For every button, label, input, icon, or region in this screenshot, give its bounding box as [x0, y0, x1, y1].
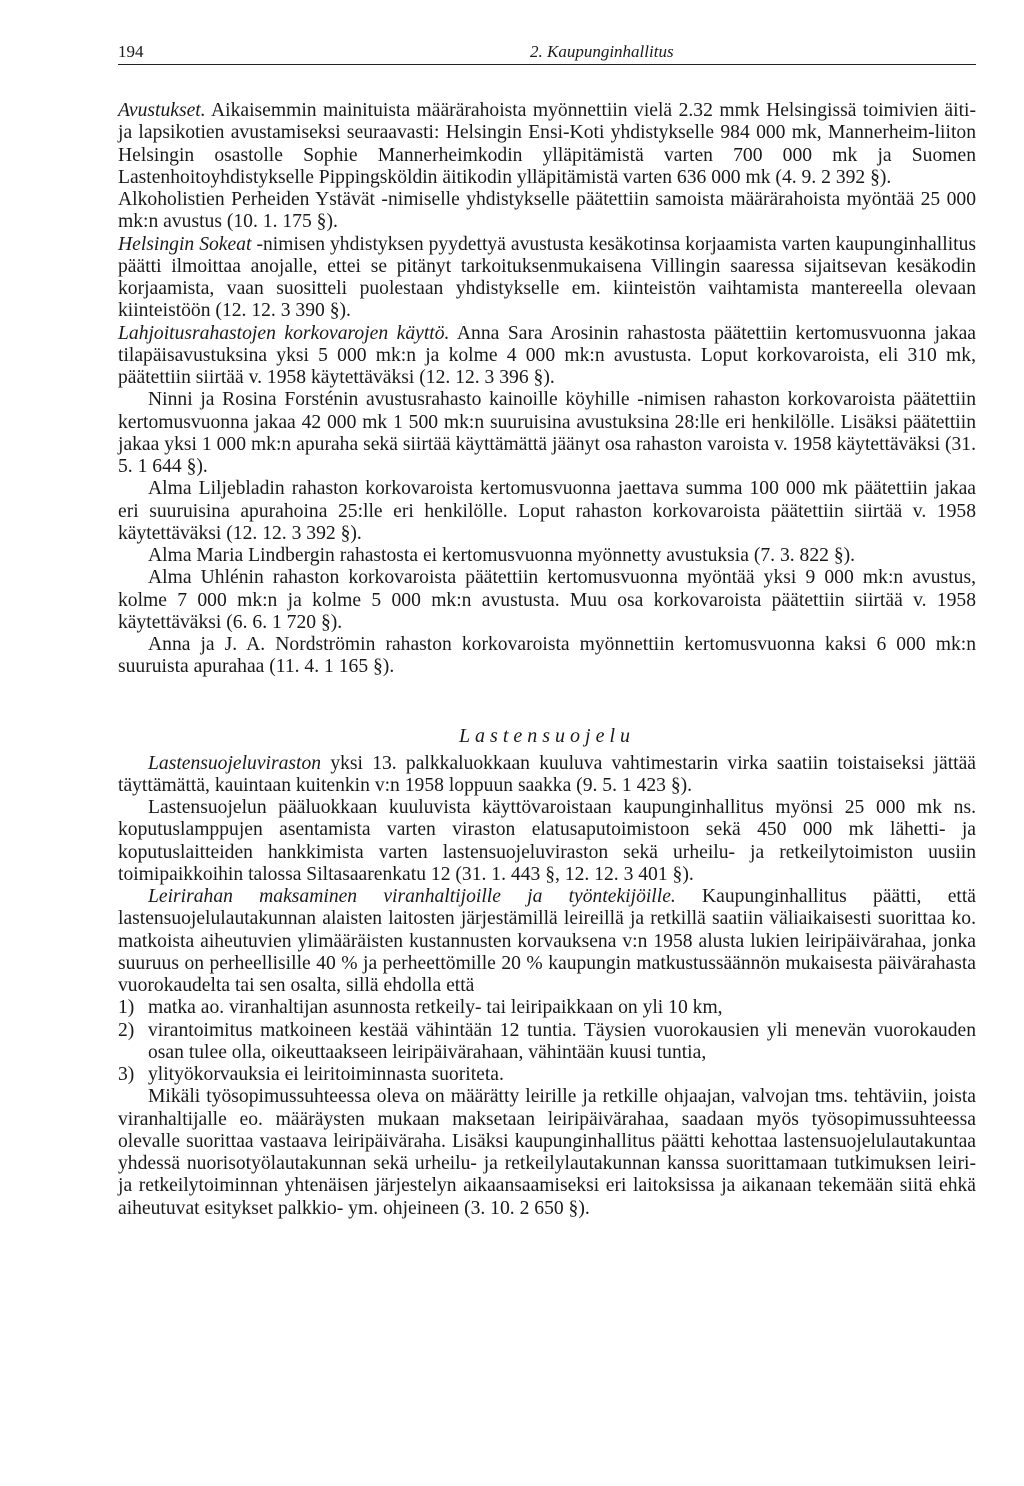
paragraph-nordstromin: Anna ja J. A. Nordströmin rahaston korkovaroista myönnettiin kertomusvuonna kaksi 6 000 mk:n suuruista apurahaa (11. 4. 1 165 §).	[118, 634, 976, 678]
paragraph-text: Kaupunginhallitus päätti, että lastensuojelulautakunnan alaisten laitosten järjestämillä leireillä ja retkillä saatiin väliaikaisesti suorittaa ko. matkoista aiheutuvien ylimääräisten kustannusten korvauksena v:n 1958 alusta lukien leiripäivärahaa, jonka suuruus on perheellisille 40 % ja perheettömille 20 % kaupungin matkustussäännön mukaisesta päivärahasta vuorokaudelta tai sen osalta, sillä ehdolla että	[118, 886, 976, 996]
list-text: ylityökorvauksia ei leiritoiminnasta suoriteta.	[148, 1064, 504, 1085]
paragraph-text: Aikaisemmin mainituista määrärahoista myönnettiin vielä 2.32 mmk Helsingissä toimivien äiti- ja lapsikotien avustamiseksi seuraavasti: Helsingin Ensi-Koti yhdistykselle 984 000 mk, Mannerheim-liiton Helsingin osastolle Sophie Mannerheimkodin ylläpitämistä varten 700 000 mk ja Suomen Lastenhoitoyhdistykselle Pippingsköldin äitikodin ylläpitämistä varten 636 000 mk (4. 9. 2 392 §).	[118, 100, 976, 188]
list-number: 2)	[118, 1019, 135, 1041]
paragraph-helsingin-sokeat	[118, 234, 976, 323]
running-header	[118, 40, 976, 65]
paragraph-liljebladin: Alma Liljebladin rahaston korkovaroista kertomusvuonna jaettava summa 100 000 mk päätettiin jakaa eri suuruisina apurahoina 25:lle eri henkilölle. Loput rahaston korkovaroista päätettiin siirtää v. 1958 käytettäväksi (12. 12. 3 392 §).	[118, 478, 976, 544]
list-item	[118, 997, 976, 1019]
page-number: 194	[118, 42, 144, 61]
section-heading-lastensuojelu: Lastensuojelu	[458, 724, 636, 747]
list-text: matka ao. viranhaltijan asunnosta retkeily- tai leiripaikkaan on yli 10 km,	[148, 997, 723, 1019]
paragraph-title: Leirirahan maksaminen viranhaltijoille ja työntekijöille.	[148, 886, 676, 907]
paragraph-title: Avustukset.	[118, 100, 206, 121]
paragraph-lastensuojeluviraston	[118, 753, 976, 798]
paragraph-text: yksi 13. palkkaluokkaan kuuluva vahtimestarin virka saatiin toistaiseksi jättää täyttämättä, kauintaan kuitenkin v:n 1958 loppuun saakka (9. 5. 1 423 §).	[118, 752, 976, 796]
paragraph-lindbergin: Alma Maria Lindbergin rahastosta ei kertomusvuonna myönnetty avustuksia (7. 3. 822 §).	[148, 545, 856, 566]
list-number: 1)	[118, 997, 135, 1019]
running-title: 2. Kaupunginhallitus	[530, 42, 674, 61]
paragraph-uhlenin: Alma Uhlénin rahaston korkovaroista päätettiin kertomusvuonna myöntää yksi 9 000 mk:n avustus, kolme 7 000 mk:n ja kolme 5 000 mk:n avustusta. Muu osa korkovaroista päätettiin siirtää v. 1958 käytettäväksi (6. 6. 1 720 §).	[118, 567, 976, 633]
paragraph-lahjoitusrahastojen	[118, 323, 976, 390]
paragraph-text: Anna Sara Arosinin rahastosta päätettiin kertomusvuonna jakaa tilapäisavustuksina yksi 5 000 mk:n ja kolme 4 000 mk:n avustusta. Loput korkovaroista, eli 310 mk, päätettiin siirtää v. 1958 käytettäväksi (12. 12. 3 396 §).	[118, 322, 976, 388]
paragraph-leirirahan	[118, 886, 976, 997]
list-number: 3)	[118, 1064, 135, 1085]
paragraph-paaluokka: Lastensuojelun pääluokkaan kuuluvista käyttövaroistaan kaupunginhallitus myönsi 25 000 mk ns. koputuslamppujen asentamista varten viraston elatusaputoimistoon sekä 450 000 mk lähetti- ja koputuslaitteiden hankkimista varten lastensuojeluviraston sekä urheilu- ja retkeilytoimiston uusiin toimipaikkoihin talossa Siltasaarenkatu 12 (31. 1. 443 §, 12. 12. 3 401 §).	[118, 797, 976, 885]
paragraph-title: Lahjoitusrahastojen korkovarojen käyttö.	[118, 322, 450, 344]
paragraph-avustukset	[118, 100, 976, 189]
list-text: virantoimitus matkoineen kestää vähintään 12 tuntia. Täysien vuorokausien yli menevän vuorokauden osan tulee olla, oikeuttaakseen leiripäivärahaan, vähintään kuusi tuntia,	[148, 1019, 976, 1063]
paragraph-title: Helsingin Sokeat	[118, 233, 252, 255]
paragraph-forstenin: Ninni ja Rosina Forsténin avustusrahasto kainoille köyhille -nimisen rahaston korkovaroista päätettiin kertomusvuonna jakaa 42 000 mk 1 500 mk:n suuruisina avustuksina 28:lle eri henkilölle. Lisäksi päätettiin jakaa yksi 1 000 mk:n apuraha sekä siirtää käyttämättä jäänyt osa rahaston varoista v. 1958 käytettäväksi (31. 5. 1 644 §).	[118, 389, 976, 477]
paragraph-alkoholistien: Alkoholistien Perheiden Ystävät -nimiselle yhdistykselle päätettiin samoista määrärahoista myöntää 25 000 mk:n avustus (10. 1. 175 §).	[118, 189, 976, 233]
document-body	[118, 100, 976, 1220]
paragraph-text: -nimisen yhdistyksen pyydettyä avustusta kesäkotinsa korjaamista varten kaupunginhallitus päätti ilmoittaa anojalle, ettei se pitänyt tarkoituksenmukaisena Villingin saaressa sijaitsevan kesäkodin korjaamista, vaan suositteli puolestaan yhdistykselle em. kiinteistön vaihtamista mantereella olevaan kiinteistöön (12. 12. 3 390 §).	[118, 233, 977, 322]
list-item	[118, 1020, 976, 1065]
list-item	[118, 1064, 976, 1086]
paragraph-tyosopimussuhteessa: Mikäli työsopimussuhteessa oleva on määrätty leirille ja retkille ohjaajan, valvojan tms. tehtäviin, joista viranhaltijalle eo. määräysten mukaan maksetaan leiripäivärahaa, saadaan myös työsopimussuhteessa olevalle suorittaa vastaava leiripäiväraha. Lisäksi kaupunginhallitus päätti kehottaa lastensuojelulautakuntaa yhdessä nuorisotyölautakunnan sekä urheilu- ja retkeilylautakunnan kanssa suorittamaan tutkimuksen leiri- ja retkeilytoiminnan yhtenäisen järjestelyn aikaansaamiseksi eri laitoksissa ja aikanaan tekemään siitä ehkä aiheutuvat esitykset palkkio- ym. ohjeineen (3. 10. 2 650 §).	[118, 1086, 976, 1219]
paragraph-title: Lastensuojeluviraston	[148, 752, 322, 774]
